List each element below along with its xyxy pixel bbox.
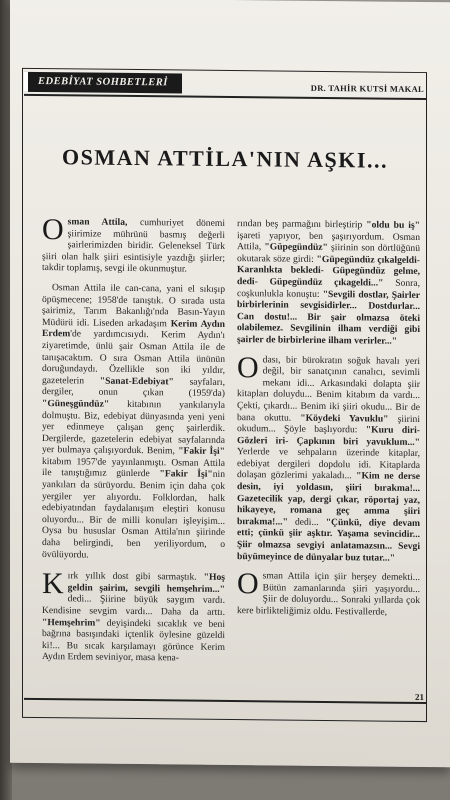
quote-text: "Güpegündüz" <box>264 241 328 254</box>
quote-text: "Fakir İşi" <box>159 468 213 481</box>
body-text: ırk yıllık dost gibi sarmaştık. <box>67 570 204 583</box>
paragraph-office <box>237 350 421 565</box>
body-text: cumhuriyet dönemi şiirimize mührünü basmış değerli şairlerimizden biridir. Geleneksel Türk şiiri olan halk şiiri esintisiyle yazdığı şiirler; takdir toplamış, sevgi ile okunmuştur. <box>42 216 225 275</box>
body-text: Osman Attila ile can-cana, yani el sıkışıp öpüşmecene; 1958'de tanıştık. O sırada usta şairimiz, Tarım Bakanlığı'nda Basın-Yayın Müdürü idi. Liseden arkadaşım <box>42 282 225 330</box>
quote-text: "Sevgili dostlar, Şairler birbirlerinin sevgisidirler... Dostdurlar... Can dostu!... Bir şair olmazsa öteki olabilemez. Sevgilinin ilham verdiği gibi şairler de birbirlerine ilham verirler..." <box>237 288 420 347</box>
quote-text: "Hemşehrim" <box>42 616 101 629</box>
body-text: kitabım 1957'de yayınlanmıştı. Osman Attila ile tanıştığımız günlerde <box>42 455 225 480</box>
body-text: 'de yardımcısıydı. Kerim Aydın'ı ziyaretimde, ünlü şair Osman Attila ile de tanışacaktım. O sıra Osman Attila ününün doruğundaydı. Özellikle son iki yıldır, gazetelerin <box>42 328 225 387</box>
quote-text: "Güpegündüz çıkalgeldi- Karanlıkta bekledi- Güpegündüz gelme, dedi- Güpegündüz çıkageldi..." <box>237 253 420 289</box>
body-text: şiirinin son dörtlüğünü okutarak söze girdi: <box>237 242 420 265</box>
author-name: DR. TAHİR KUTSİ MAKAL <box>310 82 424 95</box>
body-text: deyişindeki sıcaklık ve beni bağrına basışındaki içtenlik öylesine güzeldi ki!... Bu sıcak karşılamayı görünce Kerim Aydın Erdem seviniyor, masa kena- <box>42 617 225 664</box>
quote-text: "Çünkü, diye devam etti; çünkü şiir aşktır. Yaşama sevincidir... Şiir olmazsa sevgiyi anlatamazsın... Sevgi büyümeyince de dünyalar buz tutar..." <box>237 516 421 564</box>
body-text: Sonra, coşkunlukla konuştu: <box>237 277 420 300</box>
body-text: dası, bir bürokratın soğuk havalı yeri değil, bir sanatçının canalıcı, sevimli mekanı idi... Arkasındaki dolapta şiir kitapları doluydu... Benim kitabım da vardı... Çekti, çıkardı... Benim iki şiiri okudu... Bir de bana okuttu. <box>237 353 420 424</box>
body-text: Yerlerde ve sehpaların üzerinde kitaplar, edebiyat dergileri dopdolu idi. Kitaplarda dolaşan gözlerimi yakaladı... <box>237 446 420 482</box>
body-text: dedi... Şiirine büyük saygım vardı. Kendisine sevgim vardı... Daha da arttı. <box>42 593 225 618</box>
body-text: rından beş parmağını birleştirip <box>237 218 367 231</box>
drop-cap: O <box>42 213 64 247</box>
drop-cap: O <box>237 567 259 601</box>
quote-text: "oldu bu iş" <box>366 219 421 231</box>
left-column <box>42 213 226 673</box>
section-label: EDEBİYAT SOHBETLERİ <box>24 72 182 94</box>
magazine-page <box>10 0 450 767</box>
quote-text: "Hoş geldin şairim, sevgili hemşehrim..." <box>67 571 225 595</box>
body-text: sman Attila için şiir herşey demekti... Bütün zamanlarında şiiri yaşıyordu... Şiir de doluyordu... Sonraki yıllarda çok kere birlikteliğimiz oldu. Festivallerde, <box>237 570 420 618</box>
body-text: kitabının yankılarıyla dolmuştu. Biz, edebiyat dünyasında yeni yeni yer edinmeye çalışan genç şairlerdik. Dergilerde, gazetelerin edebiyat sayfalarında yer bulmaya çalışıyorduk. Benim, <box>42 398 225 457</box>
quote-text: "Kim ne derse desin, iyi yoldasın, şiiri bırakma!... Gazetecilik yap, dergi çıkar, röportaj yaz, hikayeye, romana geç amma şiiri bırakma!..." <box>237 470 420 528</box>
paragraph-continuation <box>237 218 420 347</box>
quote-text: "Köydeki Yavuklu" <box>300 412 389 425</box>
drop-cap: O <box>237 350 259 384</box>
quote-text: "Fakir İşi" <box>178 445 225 458</box>
page-number: 21 <box>415 691 424 703</box>
right-column <box>237 218 420 627</box>
quote-text: "Sanat-Edebiyat" <box>99 375 174 388</box>
body-text: nin yankıları da sürüyordu. Benim için daha çok yergiler yer alıyordu. Folklordan, halk edebiyatından faydalanışım eleştiri konusu oluyordu... Bir de milli konuları işleyişim... Oysa bu hususlar Osman Attila'nın şiirinde daha belirgindi, ben yeriliyordum, o övülüyordu. <box>42 469 225 561</box>
bold-name: Kerim Aydın Erdem <box>42 318 226 340</box>
drop-cap: K <box>42 567 64 601</box>
quote-text: "Kuru diri- Gözleri iri- Çapkının biri yavuklum..." <box>237 424 420 448</box>
paragraph-closing <box>237 567 420 618</box>
body-text: işareti yapıyor, ben şaşırıyordum. Osman Attila, <box>237 229 420 253</box>
body-text: dedi... <box>287 516 326 528</box>
paragraph-embrace <box>42 567 225 665</box>
article-title: OSMAN ATTİLA'NIN AŞKI... <box>62 144 388 173</box>
body-text: şiirini okudum... Şöyle başlıyordu: <box>237 413 420 436</box>
paragraph-meeting <box>42 282 225 562</box>
paragraph-intro <box>42 213 225 276</box>
quote-text: "Güneşgündüz" <box>42 397 110 410</box>
body-text: sayfaları, dergiler, onun çıkan (1959'da) <box>42 376 225 400</box>
lead-text: sman Attila, <box>67 216 128 228</box>
